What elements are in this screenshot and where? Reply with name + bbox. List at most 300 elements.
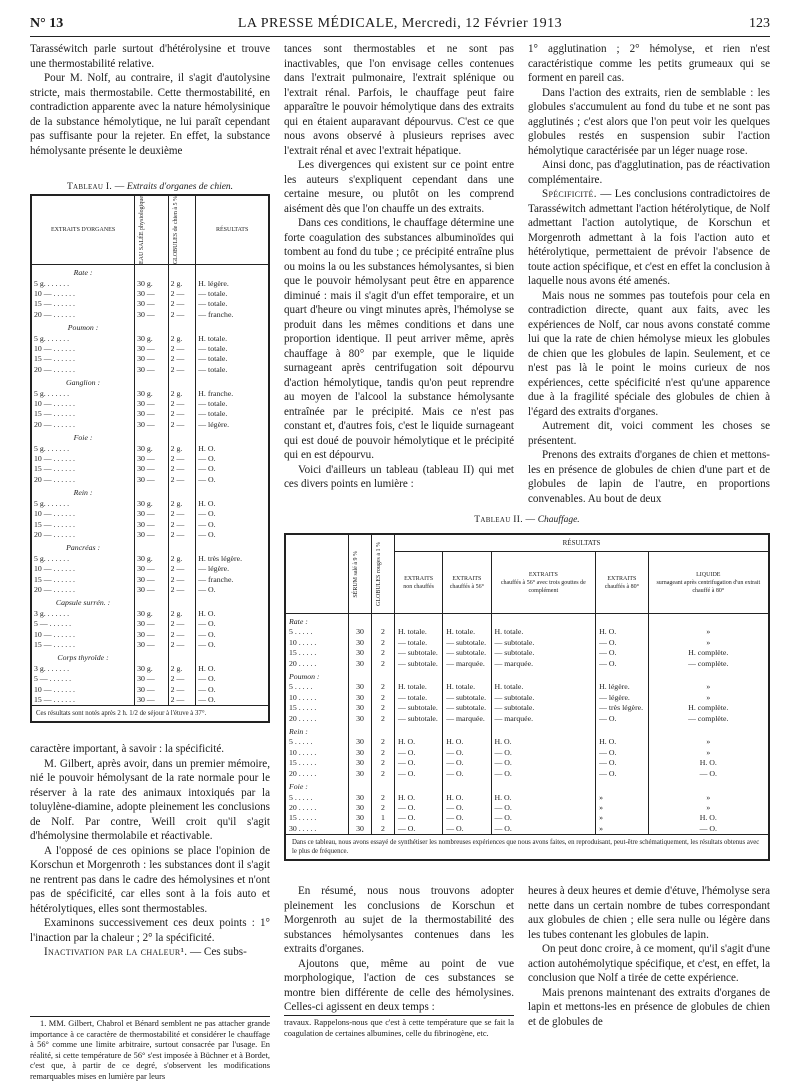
table-1-row xyxy=(31,420,269,430)
issue-number: N° 13 xyxy=(30,16,64,31)
table-1-cell: 30 — xyxy=(135,530,168,540)
table-1-cell: 30 — xyxy=(135,564,168,574)
table-2-group-label: Poumon : xyxy=(289,672,320,682)
table-2-cell: 30 xyxy=(349,769,372,779)
table-2-row xyxy=(285,627,769,637)
table-1-cell: 2 g. xyxy=(168,334,196,344)
table-2-cell xyxy=(491,724,596,737)
table-1-cell xyxy=(135,375,168,388)
table-1-row xyxy=(31,310,269,320)
table-2-row xyxy=(285,638,769,648)
table-1-cell: — O. xyxy=(196,630,269,640)
table-1-cell xyxy=(168,375,196,388)
table-2-cell: H. totale. xyxy=(443,682,491,692)
table-1-cell: 30 — xyxy=(135,399,168,409)
table-2-header-blank xyxy=(285,534,349,614)
table-1-cell: — totale. xyxy=(196,409,269,419)
table-2-cell xyxy=(395,669,443,682)
table-2-col-header xyxy=(395,552,443,614)
table-2-cell: — subtotale. xyxy=(395,714,443,724)
table-1-header-organs: EXTRAITS D'ORGANES xyxy=(31,195,135,265)
table-1-cell: H. O. xyxy=(196,664,269,674)
table-1-cell: 5 g. . . . . . . xyxy=(34,388,70,398)
table-2-row xyxy=(285,693,769,703)
table-1-cell: 30 — xyxy=(135,365,168,375)
table-1-cell: 30 — xyxy=(135,454,168,464)
table-1-cell: 30 — xyxy=(135,354,168,364)
table-1-cell: 30 — xyxy=(135,695,168,706)
table-1-cell: 2 — xyxy=(168,564,196,574)
table-2 xyxy=(284,533,770,861)
table-1-row xyxy=(31,289,269,299)
table-2-cell: — O. xyxy=(443,769,491,779)
table-1-cell: 2 — xyxy=(168,640,196,650)
paragraph: Dans ces conditions, le chauffage détermine une forte coagulation des substances albuminoïdes qui tombent au fond du tube ; ce précipité entraîne plus ou moins la ou les substances hémolysantes, si bien que le pouvoir hémolysant peut être en apparence diminué : mais il s'agit d'un effet temporaire, et un quart d'heure ou vingt minutes après, l'hémolyse se produit dans les mêmes conditions et dans une proportion identique. Il peut arriver même, après chauffage à 80° par exemple, que le liquide surnageant après centrifugation soit dépourvu d'action hémolytique, tandis qu'on peut reprendre au moyen de l'alcool la substance hémolysante entraînée par le précipité. Mais ce n'est pas constant et, d'autres fois, c'est le liquide surnageant qui est doué de pouvoir hémolytique et le précipité qui en est dépourvu. xyxy=(284,217,514,461)
paragraph: 1° agglutination ; 2° hémolyse, et rien n'est caractéristique comme les petits grumeaux qui se forment en pareil cas. xyxy=(528,43,770,84)
section-label: Inactivation par la chaleur¹. xyxy=(44,946,188,958)
table-2-cell: — O. xyxy=(596,714,648,724)
table-1-cell: 2 — xyxy=(168,509,196,519)
table-1-row xyxy=(31,640,269,650)
table-2-row xyxy=(285,769,769,779)
table-2-cell: 30 xyxy=(349,813,372,823)
table-1-cell: 5 g. . . . . . . xyxy=(34,333,70,343)
table-2-col-title: EXTRAITS xyxy=(404,575,434,582)
table-1-row xyxy=(31,575,269,585)
table-2-cell: H. légère. xyxy=(596,682,648,692)
table-2-cell: » xyxy=(596,793,648,803)
table-1-cell: — franche. xyxy=(196,575,269,585)
table-2-cell: 10 . . . . . xyxy=(289,637,317,647)
table-2-cell: 2 xyxy=(372,737,395,747)
table-2-cell: 30 xyxy=(349,803,372,813)
table-1-cell: 10 — . . . . . . xyxy=(34,288,75,298)
table-2-cell: H. O. xyxy=(491,737,596,747)
table-1-cell xyxy=(168,650,196,663)
table-2-cell: » xyxy=(596,803,648,813)
table-1-cell: — totale. xyxy=(196,354,269,364)
table-2-cell: 5 . . . . . xyxy=(289,627,313,637)
table-2-cell xyxy=(648,724,769,737)
table-2-cell: — O. xyxy=(596,769,648,779)
table-1-cell: 30 — xyxy=(135,475,168,485)
table-1-cell: 15 — . . . . . . xyxy=(34,409,75,419)
table-1-row xyxy=(31,444,269,454)
table-1-cell: 2 — xyxy=(168,289,196,299)
table-1-cell: 10 — . . . . . . xyxy=(34,399,75,409)
table-1-row xyxy=(31,389,269,399)
table-2-cell: 20 . . . . . xyxy=(289,768,317,778)
table-2-cell: — subtotale. xyxy=(491,693,596,703)
table-2-cell: 2 xyxy=(372,714,395,724)
table-2-row xyxy=(285,803,769,813)
table-1-cell: 2 — xyxy=(168,619,196,629)
table-1-cell: 30 — xyxy=(135,420,168,430)
table-2-col-sub: chauffés à 56° xyxy=(449,583,485,590)
table-2-cell: 20 . . . . . xyxy=(289,658,317,668)
table-2-cell: — marquée. xyxy=(443,714,491,724)
table-2-cell: — O. xyxy=(491,824,596,835)
table-1-cell: 20 — . . . . . . xyxy=(34,364,75,374)
table-1-cell: 2 — xyxy=(168,299,196,309)
table-1-cell: 2 — xyxy=(168,464,196,474)
table-2-cell: — O. xyxy=(596,648,648,658)
table-2-cell xyxy=(596,724,648,737)
table-1-cell: H. O. xyxy=(196,609,269,619)
table-1-cell: 30 — xyxy=(135,585,168,595)
table-2-cell: — O. xyxy=(395,748,443,758)
paragraph: Examinons successivement ces deux points : 1° l'inaction par la chaleur ; 2° la spécificité. xyxy=(30,917,270,944)
table-1-cell: H. O. xyxy=(196,499,269,509)
table-1-cell xyxy=(196,595,269,608)
table-1-cell: 2 g. xyxy=(168,609,196,619)
table-1-cell: 3 g. . . . . . . xyxy=(34,608,70,618)
table-1-cell: 20 — . . . . . . xyxy=(34,474,75,484)
table-1-cell: 2 — xyxy=(168,685,196,695)
table-2-cell: H. totale. xyxy=(443,627,491,637)
table-1-cell: — O. xyxy=(196,520,269,530)
table-1-cell: 2 — xyxy=(168,695,196,706)
table-2-caption: Tableau II. — Chauffage. xyxy=(474,515,580,525)
table-2-cell: — subtotale. xyxy=(395,659,443,669)
table-1-cell: — O. xyxy=(196,509,269,519)
column-2-top xyxy=(284,42,514,492)
table-2-row xyxy=(285,737,769,747)
table-1-cell: 10 — . . . . . . xyxy=(34,564,75,574)
table-2-cell: — O. xyxy=(596,758,648,768)
column-2-bottom xyxy=(284,884,514,1015)
running-header xyxy=(30,14,770,37)
table-1-row xyxy=(31,685,269,695)
table-1-row xyxy=(31,520,269,530)
table-1-cell: 20 — . . . . . . xyxy=(34,419,75,429)
table-2-group-label: Rate : xyxy=(289,617,308,626)
table-1-cell: 2 — xyxy=(168,399,196,409)
table-2-cell: — totale. xyxy=(395,638,443,648)
table-2-note: Dans ce tableau, nous avons essayé de synthétiser les nombreuses expériences que nous avons faites, en reproduisant, peut-être schématiquement, les résultats obtenus avec le plus de fréquence. xyxy=(285,835,769,861)
table-1-cell: 30 — xyxy=(135,619,168,629)
table-1-cell: 2 — xyxy=(168,520,196,530)
table-1-cell: — O. xyxy=(196,685,269,695)
table-1-row xyxy=(31,664,269,674)
table-1-row xyxy=(31,334,269,344)
table-1-cell: 30 — xyxy=(135,409,168,419)
column-1-bottom xyxy=(30,742,270,960)
table-2-cell: 30 xyxy=(349,748,372,758)
table-2-cell: 2 xyxy=(372,627,395,637)
table-2-col-title: EXTRAITS xyxy=(452,575,482,582)
table-2-cell xyxy=(443,614,491,628)
table-2-col-header xyxy=(491,552,596,614)
table-2-cell: 30 xyxy=(349,714,372,724)
table-1-cell: 2 g. xyxy=(168,554,196,564)
table-2-cell: 15 . . . . . xyxy=(289,648,317,658)
table-2-cell: 5 . . . . . xyxy=(289,682,313,692)
table-2-col-sub: chauffés à 56° avec trois gouttes de complément xyxy=(500,579,586,594)
table-1-cell: 2 — xyxy=(168,585,196,595)
table-2-cell: H. complète. xyxy=(648,703,769,713)
table-1-row xyxy=(31,554,269,564)
table-1-cell: 3 g. . . . . . . xyxy=(34,663,70,673)
table-1-cell: 20 — . . . . . . xyxy=(34,529,75,539)
table-2-cell: 2 xyxy=(372,803,395,813)
paragraph: Dans l'action des extraits, rien de semblable : les globules s'accumulent au fond du tube et ne sont pas agglutinés ; c'est alors que l'on peut voir les quelques globules restés en suspension subir l'action hémolytique caractérisée par un léger nuage rose. xyxy=(528,86,770,157)
paragraph: Les divergences qui existent sur ce point entre les auteurs s'expliquent cependant dans une certaine mesure, ou plutôt on les comprend aisément dès que l'on chauffe un des extraits. xyxy=(284,159,514,215)
table-1-row xyxy=(31,464,269,474)
table-2-cell: — O. xyxy=(395,803,443,813)
table-2-cell: H. O. xyxy=(443,737,491,747)
table-2-cell xyxy=(443,724,491,737)
table-2-cell: 15 . . . . . xyxy=(289,703,317,713)
table-2-col-header xyxy=(596,552,648,614)
table-1-cell: 2 — xyxy=(168,354,196,364)
table-1-cell xyxy=(135,650,168,663)
table-2-cell: — subtotale. xyxy=(491,638,596,648)
table-2-cell: — O. xyxy=(395,769,443,779)
paragraph: Mais nous ne sommes pas toutefois pour cela en contradiction directe, quant aux faits, avec les expériences de Nolf, car nous avons constaté comme lui que la rate de chien hémolyse mieux les globules de chien que les globules de lapin. Seulement, et ce n'est pas là le point le moins curieux de nos expériences, cette spécificité n'est qu'une apparence due à la fragilité spéciale des globules de chien à l'égard des extraits d'organes. xyxy=(528,289,770,418)
table-2-cell: 30 xyxy=(349,758,372,768)
table-2-cell: » xyxy=(648,803,769,813)
table-2-cell: — très légère. xyxy=(596,703,648,713)
table-1-group-label: Poumon : xyxy=(67,323,99,333)
table-1-cell: — O. xyxy=(196,695,269,706)
table-2-cell xyxy=(372,669,395,682)
table-2-cell: — O. xyxy=(443,748,491,758)
table-1-cell xyxy=(196,320,269,333)
table-2-cell xyxy=(349,724,372,737)
table-1-cell: H. très légère. xyxy=(196,554,269,564)
table-2-cell: 2 xyxy=(372,693,395,703)
table-1-row xyxy=(31,299,269,309)
table-1-cell: 2 g. xyxy=(168,499,196,509)
table-2-cell: 2 xyxy=(372,659,395,669)
table-1-cell: — O. xyxy=(196,454,269,464)
table-2-cell: » xyxy=(648,737,769,747)
table-1-row xyxy=(31,674,269,684)
table-1-cell: 30 g. xyxy=(135,499,168,509)
table-1-cell: 5 g. . . . . . . xyxy=(34,278,70,288)
table-1-cell: 2 — xyxy=(168,420,196,430)
table-1-row xyxy=(31,354,269,364)
page-number: 123 xyxy=(749,16,770,31)
table-1-row xyxy=(31,454,269,464)
table-2-cell: » xyxy=(648,793,769,803)
table-2-cell: — marquée. xyxy=(491,714,596,724)
paragraph: Ainsi donc, pas d'agglutination, pas de réactivation complémentaire. xyxy=(528,159,770,186)
table-2-cell: 1 xyxy=(372,813,395,823)
table-2-cell: 30 xyxy=(349,648,372,658)
table-1-cell: 30 — xyxy=(135,575,168,585)
table-1-cell: 30 g. xyxy=(135,279,168,289)
table-1-cell: 2 — xyxy=(168,365,196,375)
table-2-group-label: Foie : xyxy=(289,782,308,792)
table-2-cell: 5 . . . . . xyxy=(289,792,313,802)
table-1-cell: — O. xyxy=(196,619,269,629)
table-2-cell: — complète. xyxy=(648,659,769,669)
table-1-cell: 5 — . . . . . . xyxy=(34,674,72,684)
table-2-header-globules: GLOBULES rouges à 1 % xyxy=(372,534,395,614)
table-1-cell xyxy=(135,320,168,333)
journal-title: LA PRESSE MÉDICALE, Mercredi, 12 Février 1913 xyxy=(237,16,563,31)
table-2-cell: 2 xyxy=(372,769,395,779)
table-1-cell: 5 — . . . . . . xyxy=(34,619,72,629)
table-1-header-globules: GLOBULES de chien à 5 % xyxy=(168,195,196,265)
table-2-cell: — O. xyxy=(395,758,443,768)
paragraph: Voici d'ailleurs un tableau (tableau II) qui met ces divers points en lumière : xyxy=(284,463,514,490)
table-2-cell: — légère. xyxy=(596,693,648,703)
table-2-cell: H. complète. xyxy=(648,648,769,658)
table-2-cell: — O. xyxy=(491,769,596,779)
table-2-row xyxy=(285,648,769,658)
table-1-cell: 2 — xyxy=(168,344,196,354)
table-1-cell: 5 g. . . . . . . xyxy=(34,553,70,563)
table-1-cell: 2 g. xyxy=(168,664,196,674)
table-2-cell: 15 . . . . . xyxy=(289,758,317,768)
table-1-cell: 30 g. xyxy=(135,554,168,564)
table-1-cell: 30 — xyxy=(135,310,168,320)
paragraph: heures à deux heures et demie d'étuve, l'hémolyse sera nette dans un certain nombre de tubes correspondant aux globules de chien ; elle sera nulle ou légère dans les tubes contenant les globules de lapin. xyxy=(528,885,770,941)
table-2-cell: — subtotale. xyxy=(491,648,596,658)
table-1-cell: 2 — xyxy=(168,530,196,540)
table-1-cell: — totale. xyxy=(196,344,269,354)
table-2-row xyxy=(285,703,769,713)
table-2-cell xyxy=(349,779,372,792)
table-2-cell: 30 xyxy=(349,659,372,669)
table-2-cell xyxy=(372,614,395,628)
table-2-cell: — O. xyxy=(596,659,648,669)
table-2-cell: » xyxy=(596,813,648,823)
table-2-cell: — O. xyxy=(491,748,596,758)
table-1-cell: 2 — xyxy=(168,475,196,485)
table-1-caption: Tableau I. — Extraits d'organes de chien. xyxy=(66,182,234,192)
table-2-cell: 5 . . . . . xyxy=(289,737,313,747)
table-2-cell: — O. xyxy=(443,824,491,835)
table-1-cell: 15 — . . . . . . xyxy=(34,464,75,474)
paragraph: Ajoutons que, même au point de vue morphologique, l'action de ces substances se montre bien différente de celle des hémolysines. Celles-ci agissent en deux temps : xyxy=(284,957,514,1013)
paragraph: Prenons des extraits d'organes de chien et mettons-les en présence de globules de chien d'une part et de globules de lapin de l'autre, en proportions convenables. Au bout de deux xyxy=(528,449,770,505)
footnote: 1. MM. Gilbert, Chabrol et Bénard semblent ne pas attacher grande importance à ce caractère de thermostabilité et considérer le chauffage à 56° comme une limite arbitraire, surtout consacrée par l'usage. En réalité, si cette température de 56° s'est imposée à Büchner et à Bordet, c'est que, à partir de ce degré, s'observent les modifications remarquables mises en lumière par leurs xyxy=(30,1019,270,1081)
table-1-header-results: RÉSULTATS xyxy=(196,195,269,265)
table-2-cell: H. O. xyxy=(395,793,443,803)
table-1-row xyxy=(31,585,269,595)
table-1-cell: 10 — . . . . . . xyxy=(34,684,75,694)
table-1-cell xyxy=(196,265,269,279)
table-1-cell: 30 g. xyxy=(135,389,168,399)
table-2-cell: 30 xyxy=(349,627,372,637)
table-2-cell: 2 xyxy=(372,638,395,648)
table-1-note: Ces résultats sont notés après 2 h. 1/2 de séjour à l'étuve à 37°. xyxy=(31,706,269,723)
table-1-cell: 15 — . . . . . . xyxy=(34,574,75,584)
table-1-cell xyxy=(135,485,168,498)
table-1-cell: 30 — xyxy=(135,520,168,530)
table-2-cell: H. totale. xyxy=(395,627,443,637)
table-1-group-label: Capsule surrén. : xyxy=(55,598,111,608)
table-2-cell xyxy=(596,779,648,792)
table-1-cell: 15 — . . . . . . xyxy=(34,639,75,649)
table-1 xyxy=(30,194,270,723)
table-1-cell: 2 g. xyxy=(168,389,196,399)
table-1-row xyxy=(31,530,269,540)
table-1-cell: — franche. xyxy=(196,310,269,320)
table-1-cell: 30 — xyxy=(135,299,168,309)
table-2-cell: — O. xyxy=(395,813,443,823)
table-2-cell: H. O. xyxy=(648,813,769,823)
table-1-row xyxy=(31,344,269,354)
table-2-cell: 30 xyxy=(349,703,372,713)
table-2-cell: H. totale. xyxy=(395,682,443,692)
table-2-cell: 30 xyxy=(349,737,372,747)
table-1-cell xyxy=(168,485,196,498)
paragraph: Mais prenons maintenant des extraits d'organes de lapin et mettons-les en présence de globules de chien et de globules de xyxy=(528,986,770,1028)
table-2-cell: 2 xyxy=(372,758,395,768)
table-1-cell xyxy=(135,430,168,443)
table-2-cell xyxy=(395,779,443,792)
table-1-cell: 30 g. xyxy=(135,334,168,344)
table-2-cell: — O. xyxy=(596,638,648,648)
table-2-cell: — subtotale. xyxy=(395,703,443,713)
table-1-cell: 30 — xyxy=(135,674,168,684)
table-2-cell xyxy=(648,669,769,682)
table-1-row xyxy=(31,630,269,640)
table-2-cell: » xyxy=(648,627,769,637)
table-1-cell: 2 — xyxy=(168,310,196,320)
table-2-cell: — marquée. xyxy=(443,659,491,669)
table-1-row xyxy=(31,399,269,409)
table-2-cell xyxy=(491,614,596,628)
table-2-cell: 30 xyxy=(349,793,372,803)
table-2-cell xyxy=(443,669,491,682)
paragraph: Spécificité. — Les conclusions contradictoires de Tarasséwitch admettant l'action hétérolytique, de Nolf admettant l'action autolytique, de Korschun et Morgenroth admettant à la fois l'action auto et hétérolytique, permettaient de prévoir l'absence de toute action spécifique, et c'est en effet la conclusion à laquelle nous avons été amenés. xyxy=(528,188,770,287)
table-1-group-label: Ganglion : xyxy=(66,378,101,388)
table-1-group-label: Rate : xyxy=(73,268,93,278)
table-1-cell: — O. xyxy=(196,674,269,684)
table-2-col-header xyxy=(443,552,491,614)
table-1-cell xyxy=(135,595,168,608)
table-2-cell: — O. xyxy=(596,748,648,758)
table-1-group-label: Corps thyroïde : xyxy=(57,653,109,663)
table-1-cell: H. franche. xyxy=(196,389,269,399)
table-2-cell: — O. xyxy=(443,758,491,768)
table-2-cell: H. totale. xyxy=(491,627,596,637)
table-2-row xyxy=(285,793,769,803)
footnote-continued: travaux. Rappelons-nous que c'est à cette température que se fait la coagulation de certaines albumines, celle du fibrinogène, etc. xyxy=(284,1018,514,1038)
table-2-cell xyxy=(372,724,395,737)
table-1-cell: 30 — xyxy=(135,630,168,640)
table-2-cell: 20 . . . . . xyxy=(289,713,317,723)
table-1-cell: 2 g. xyxy=(168,444,196,454)
table-1-cell: 15 — . . . . . . xyxy=(34,695,75,704)
table-1-cell: 5 g. . . . . . . xyxy=(34,443,70,453)
table-2-col-sub: surnageant après centrifugation d'un extrait chauffé à 80° xyxy=(656,579,761,594)
table-2-cell: » xyxy=(648,638,769,648)
table-2-cell: H. totale. xyxy=(491,682,596,692)
table-1-row xyxy=(31,475,269,485)
table-2-cell: » xyxy=(648,693,769,703)
table-2-cell: 15 . . . . . xyxy=(289,813,317,823)
table-2-cell xyxy=(372,779,395,792)
table-1-cell: — totale. xyxy=(196,289,269,299)
table-2-row xyxy=(285,682,769,692)
table-1-row xyxy=(31,499,269,509)
table-2-cell: — subtotale. xyxy=(491,703,596,713)
table-1-cell: 10 — . . . . . . xyxy=(34,344,75,353)
column-3-bottom xyxy=(528,884,770,1029)
table-2-cell: H. O. xyxy=(596,737,648,747)
table-1-cell: 30 — xyxy=(135,289,168,299)
table-1-cell: 30 — xyxy=(135,509,168,519)
table-1-cell: 20 — . . . . . . xyxy=(34,584,75,594)
table-2-cell xyxy=(648,779,769,792)
